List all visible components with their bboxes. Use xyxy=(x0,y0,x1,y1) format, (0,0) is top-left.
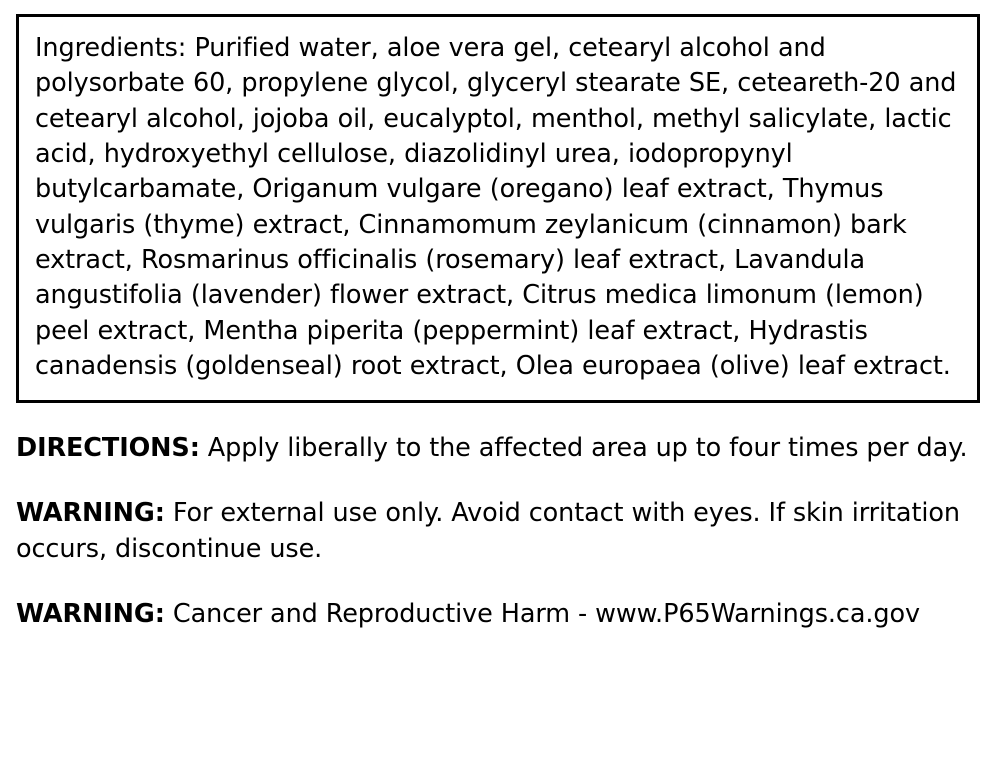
directions-label: DIRECTIONS: xyxy=(16,433,200,464)
ingredients-text: Ingredients: Purified water, aloe vera gel, cetearyl alcohol and polysorbate 60, propylene glycol, glyceryl stearate SE, ceteareth-20 and cetearyl alcohol, jojoba oil, eucalyptol, menthol, methyl salicylate, lactic acid, hydroxyethyl cellulose, diazolidinyl urea, iodopropynyl butylcarbamate, Origanum vulgare (oregano) leaf extract, Thymus vulgaris (thyme) extract, Cinnamomum zeylanicum (cinnamon) bark extract, Rosmarinus officinalis (rosemary) leaf extract, Lavandula angustifolia (lavender) flower extract, Citrus medica limonum (lemon) peel extract, Mentha piperita (peppermint) leaf extract, Hydrastis canadensis (goldenseal) root extract, Olea europaea (olive) leaf extract. xyxy=(35,33,957,381)
spacer-3 xyxy=(16,567,980,597)
warning-external-use-section xyxy=(16,496,980,566)
warning-prop65-body: Cancer and Reproductive Harm - www.P65Warnings.ca.gov xyxy=(164,598,920,629)
spacer-1 xyxy=(16,403,980,431)
warning-prop65-section xyxy=(16,597,980,632)
warning-external-use-label: WARNING: xyxy=(16,498,165,529)
directions-section xyxy=(16,431,980,466)
spacer-2 xyxy=(16,466,980,496)
warning-external-use-body: For external use only. Avoid contact with eyes. If skin irritation occurs, discontinue use. xyxy=(16,498,960,564)
warning-prop65-label: WARNING: xyxy=(16,598,165,629)
directions-body: Apply liberally to the affected area up to four times per day. xyxy=(199,433,968,464)
ingredients-panel xyxy=(16,14,980,403)
